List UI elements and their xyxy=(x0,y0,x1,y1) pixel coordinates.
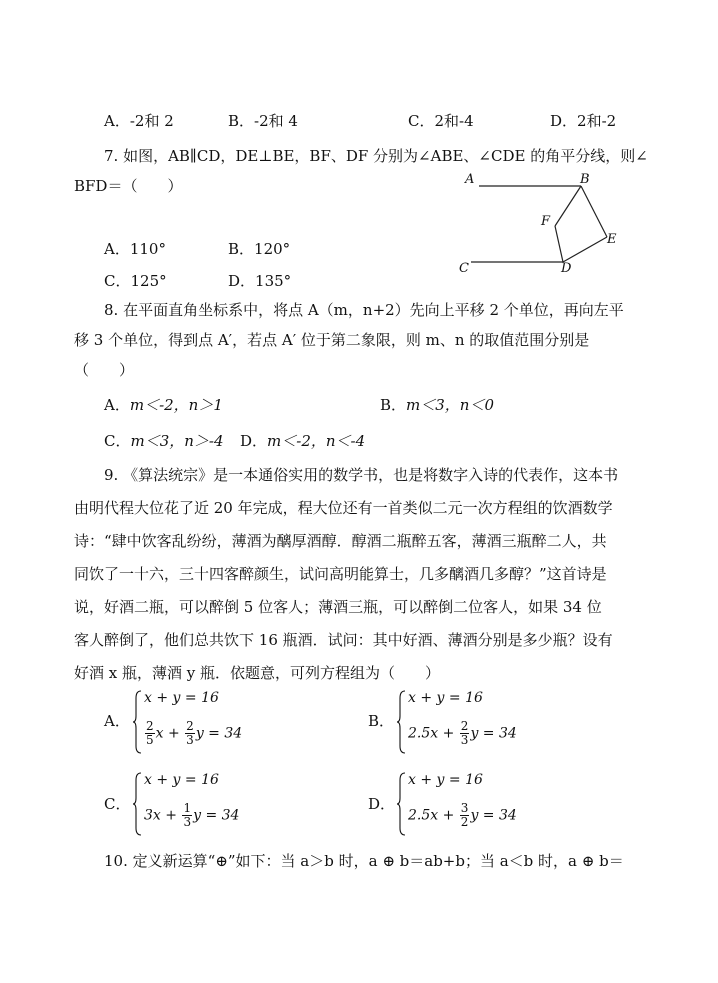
q9-stem-line5: 说，好酒二瓶，可以醉倒 5 位客人；薄酒三瓶，可以醉倒二位客人，如果 34 位 xyxy=(74,598,602,616)
q8-stem-line2: 移 3 个单位，得到点 A′，若点 A′ 位于第二象限，则 m、n 的取值范围分别是 xyxy=(74,331,590,349)
figure-label-f: F xyxy=(541,214,551,229)
q8-stem-line3: （ ） xyxy=(74,361,135,379)
q9-a-eq1: x + y = 16 xyxy=(144,690,219,706)
q7-stem-line2: BFD＝（ ） xyxy=(74,177,183,195)
q7-option-a: A．110° xyxy=(104,240,166,258)
q6-option-d: D．2和-2 xyxy=(550,112,617,130)
q9-b-eq2: 2.5x + $\frac{2}{3}$ y = 34 xyxy=(408,719,517,747)
q9-c-eq1: x + y = 16 xyxy=(144,772,219,788)
brace-icon xyxy=(132,772,142,836)
q9-option-c-system xyxy=(132,772,262,836)
q7-option-c: C．125° xyxy=(104,272,167,290)
q10-stem-line1: 10. 定义新运算“⊕”如下：当 a＞b 时，a ⊕ b＝ab+b；当 a＜b 时，a ⊕ b＝ xyxy=(104,852,624,870)
q9-stem-line4: 同饮了一十六，三十四客醉颜生，试问高明能算士，几多醨酒几多醇？”这首诗是 xyxy=(74,565,607,583)
q6-option-a: A．-2和 2 xyxy=(104,112,174,130)
segment-fd xyxy=(555,226,563,262)
brace-icon xyxy=(396,690,406,754)
q9-d-eq2: 2.5x + $\frac{3}{2}$ y = 34 xyxy=(408,801,517,829)
q9-option-d-label: D． xyxy=(368,795,396,813)
q9-d-eq1: x + y = 16 xyxy=(408,772,483,788)
figure-label-c: C xyxy=(459,261,469,276)
q9-option-b-label: B． xyxy=(368,712,395,730)
q8-option-c: C．m＜3，n＞-4 xyxy=(104,432,224,450)
q9-stem-line1: 9. 《算法统宗》是一本通俗实用的数学书，也是将数字入诗的代表作，这本书 xyxy=(104,466,619,484)
segment-ed xyxy=(563,237,607,262)
q9-stem-line6: 客人醉倒了，他们总共饮下 16 瓶酒．试问：其中好酒、薄酒分别是多少瓶？设有 xyxy=(74,631,613,649)
brace-icon xyxy=(132,690,142,754)
figure-label-d: D xyxy=(561,261,572,276)
q9-b-eq1: x + y = 16 xyxy=(408,690,483,706)
q8-option-a: A．m＜-2，n＞1 xyxy=(104,396,223,414)
figure-label-b: B xyxy=(580,172,590,187)
q9-option-a-system xyxy=(132,690,262,754)
q8-option-d: D．m＜-2，n＜-4 xyxy=(240,432,366,450)
q7-stem-line1: 7. 如图，AB∥CD，DE⊥BE，BF、DF 分别为∠ABE、∠CDE 的角平分线，则∠ xyxy=(104,147,648,165)
q6-option-b: B．-2和 4 xyxy=(228,112,298,130)
q8-stem-line1: 8. 在平面直角坐标系中，将点 A（m，n+2）先向上平移 2 个单位，再向左平 xyxy=(104,301,624,319)
q9-stem-line3: 诗：“肆中饮客乱纷纷，薄酒为醨厚酒醇．醇酒二瓶醉五客，薄酒三瓶醉二人，共 xyxy=(74,532,607,550)
q9-option-b-system xyxy=(396,690,536,754)
q9-stem-line7: 好酒 x 瓶，薄酒 y 瓶．依题意，可列方程组为（ ） xyxy=(74,664,441,682)
figure-label-e: E xyxy=(607,232,617,247)
brace-icon xyxy=(396,772,406,836)
figure-label-a: A xyxy=(465,172,475,187)
segment-be xyxy=(581,186,607,237)
q9-c-eq2: 3x + $\frac{1}{3}$ y = 34 xyxy=(144,801,240,829)
segment-bf xyxy=(555,186,581,226)
q6-option-c: C．2和-4 xyxy=(408,112,474,130)
q9-option-d-system xyxy=(396,772,536,836)
q9-option-a-label: A． xyxy=(104,712,130,730)
q9-option-c-label: C． xyxy=(104,795,131,813)
q9-a-eq2: $\frac{2}{5}$ x + $\frac{2}{3}$ y = 34 xyxy=(146,719,243,747)
q7-option-d: D．135° xyxy=(228,272,292,290)
q8-option-b: B．m＜3，n＜0 xyxy=(380,396,495,414)
q7-option-b: B．120° xyxy=(228,240,291,258)
q9-stem-line2: 由明代程大位花了近 20 年完成，程大位还有一首类似二元一次方程组的饮酒数学 xyxy=(74,499,613,517)
